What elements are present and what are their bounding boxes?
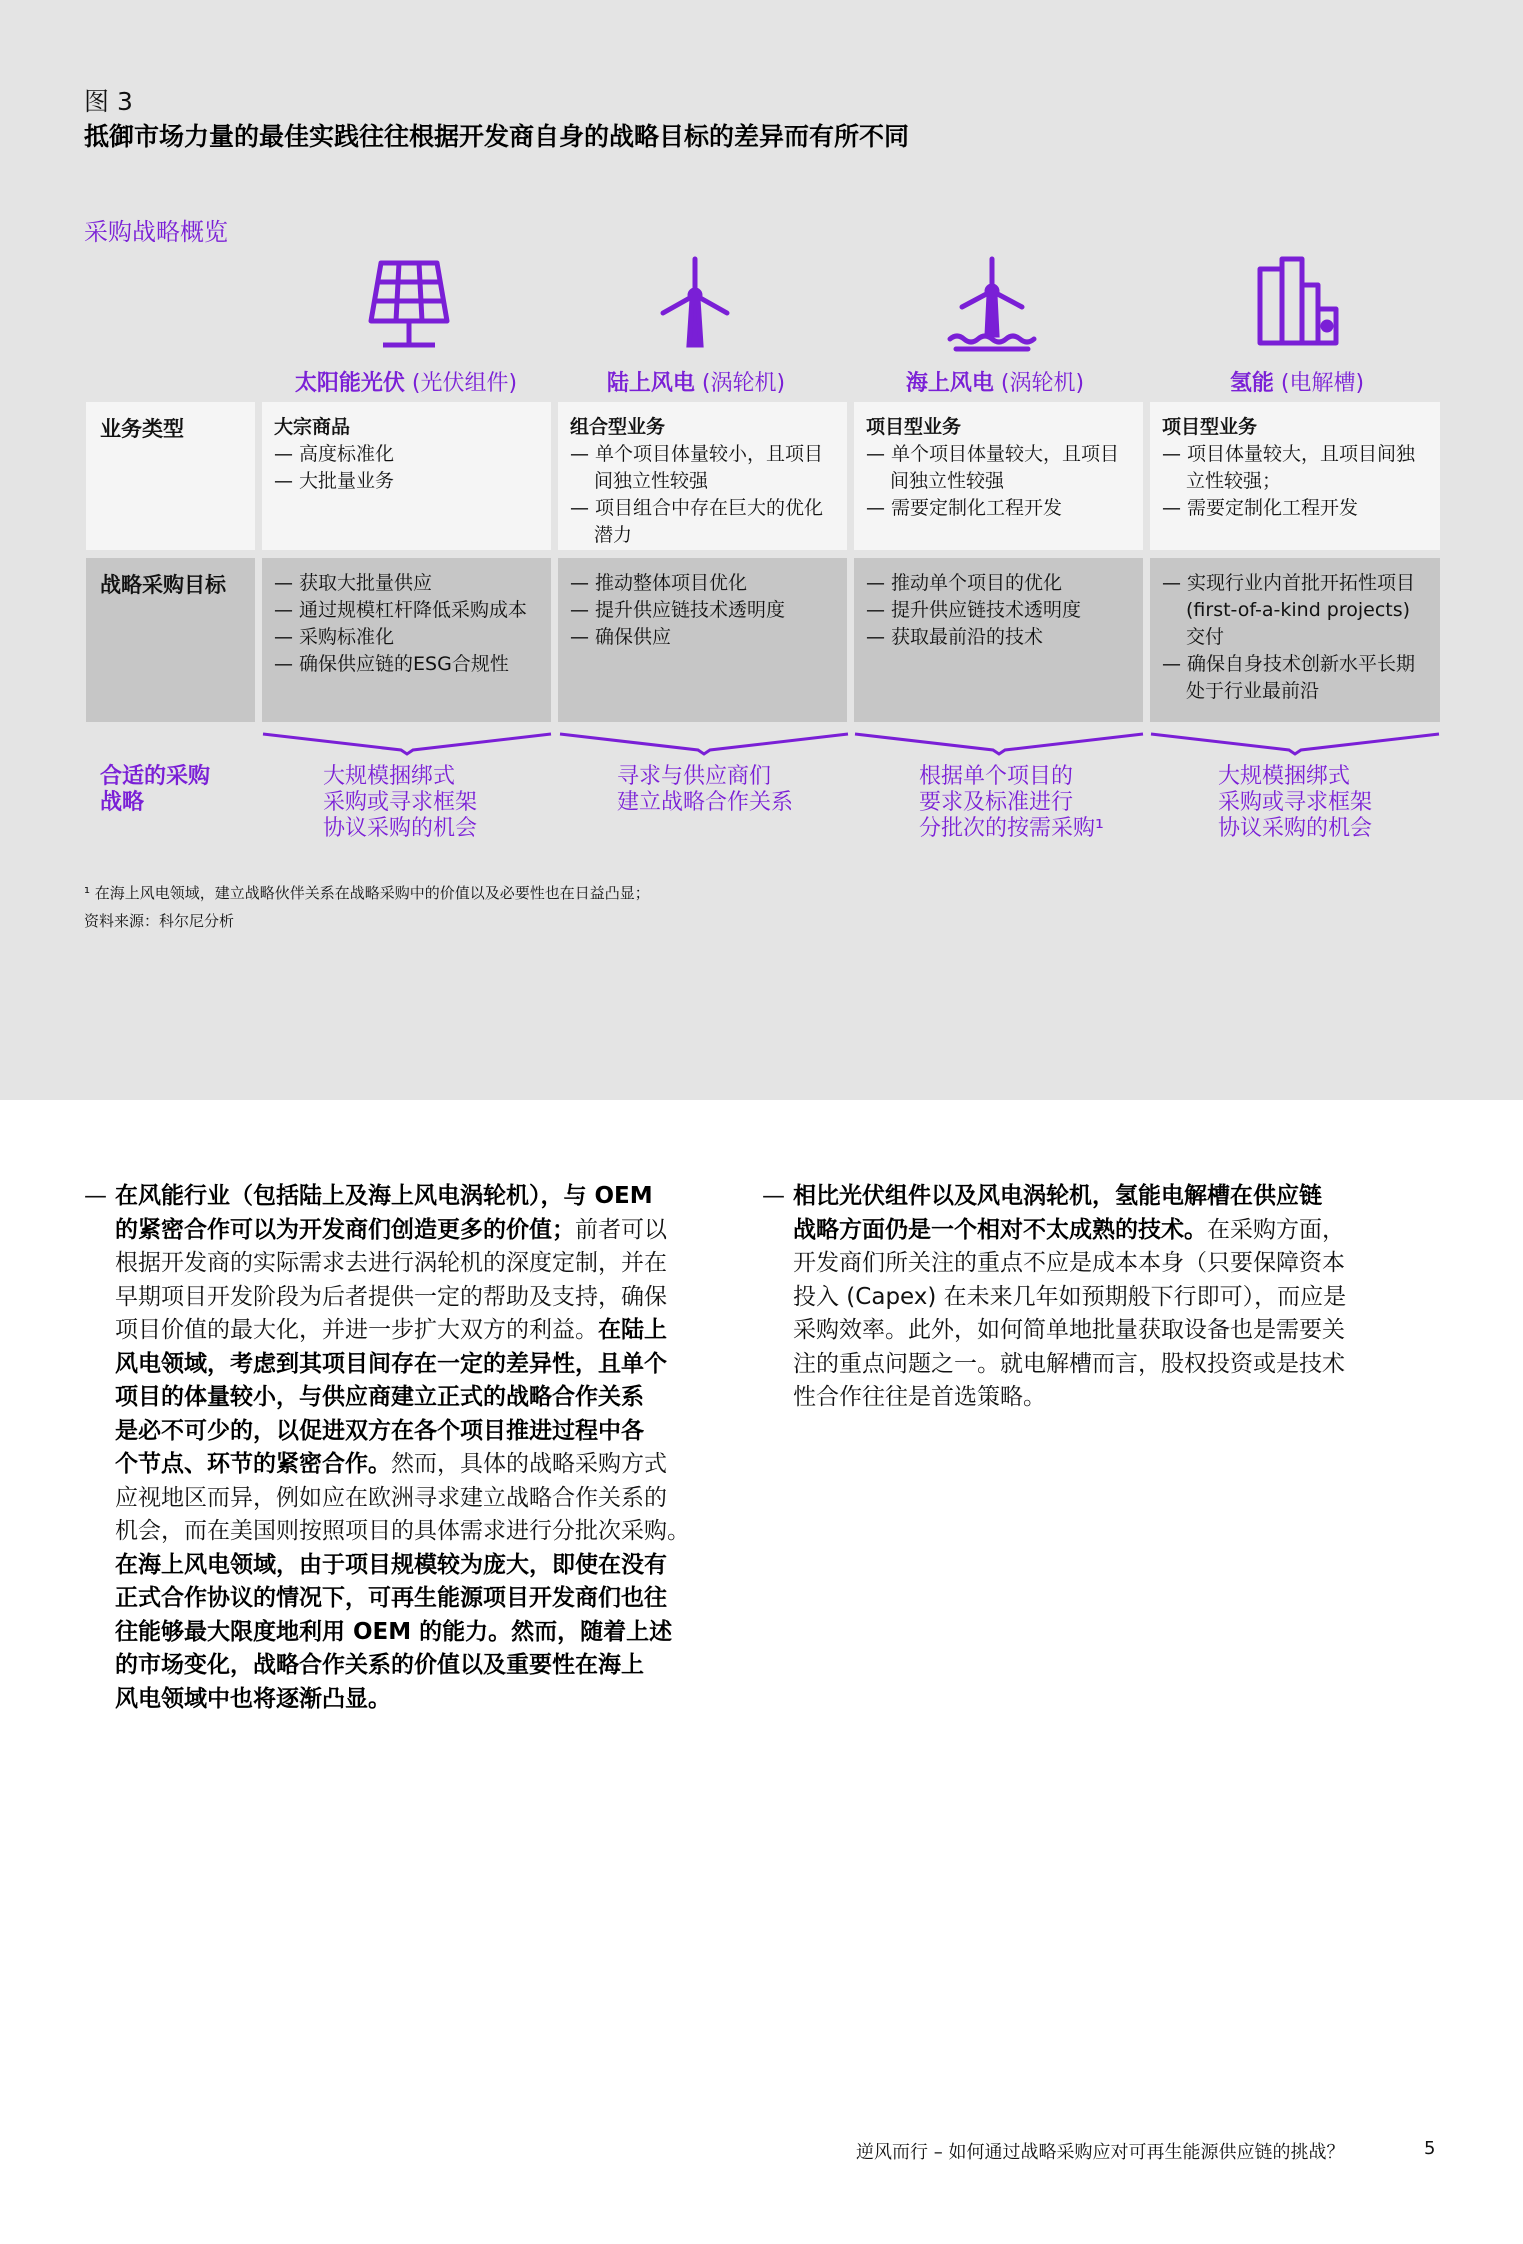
body-text: 机会，而在美国则按照项目的具体需求进行分批次采购。	[115, 1518, 690, 1544]
strategy-cell: 根据单个项目的 要求及标准进行 分批次的按需采购¹	[919, 764, 1104, 841]
body-text: 根据开发商的实际需求去进行涡轮机的深度定制，并在	[115, 1250, 667, 1276]
body-text: 应视地区而异，例如应在欧洲寻求建立战略合作关系的	[115, 1484, 667, 1511]
body-text: 注的重点问题之一。就电解槽而言，股权投资或是技术	[793, 1350, 1345, 1377]
business-type-cell: 大宗商品 — 高度标准化 — 大批量业务	[262, 402, 551, 550]
body-line	[115, 1515, 690, 1549]
body-line	[115, 1348, 690, 1382]
column-header-onshore-wind: 陆上风电 (涡轮机)	[606, 371, 786, 396]
column-header-offshore-wind: 海上风电 (涡轮机)	[905, 371, 1085, 396]
strategy-cell: 大规模捆绑式 采购或寻求框架 协议采购的机会	[323, 764, 478, 841]
body-text: 性合作往往是首选策略。	[793, 1384, 1046, 1410]
bold-text: 是必不可少的，以促进双方在各个项目推进过程中各	[115, 1417, 644, 1444]
page-number: 5	[1424, 2138, 1436, 2159]
body-line	[115, 1649, 690, 1683]
bold-text: 在风能行业（包括陆上及海上风电涡轮机），与 OEM	[115, 1183, 653, 1209]
dash-bullet: —	[84, 1183, 107, 1209]
bold-text: 相比光伏组件以及风电涡轮机，氢能电解槽在供应链	[793, 1183, 1322, 1209]
source-note: 资料来源：科尔尼分析	[84, 912, 235, 930]
body-text: 早期项目开发阶段为后者提供一定的帮助及支持，确保	[115, 1283, 667, 1310]
brace-connector	[556, 730, 852, 756]
bold-text: 在海上风电领域，由于项目规模较为庞大，即使在没有	[115, 1551, 667, 1578]
procurement-goals-cell: — 推动整体项目优化 — 提升供应链技术透明度 — 确保供应	[558, 558, 847, 722]
business-type-cell: 项目型业务 — 单个项目体量较大，且项目间独立性较强 — 需要定制化工程开发	[854, 402, 1143, 550]
body-line	[793, 1314, 1346, 1348]
footnote: ¹ 在海上风电领域，建立战略伙伴关系在战略采购中的价值以及必要性也在日益凸显；	[84, 884, 650, 902]
brace-connector	[851, 730, 1147, 756]
body-line	[115, 1616, 690, 1650]
column-header-solar: 太阳能光伏 (光伏组件)	[294, 371, 518, 396]
body-text: 然而，具体的战略采购方式	[391, 1451, 667, 1477]
body-line	[115, 1549, 690, 1583]
procurement-goals-cell: — 实现行业内首批开拓性项目(first-of-a-kind projects)交付 — 确保自身技术创新水平长期处于行业最前沿	[1150, 558, 1440, 722]
body-text: 开发商们所关注的重点不应是成本本身（只要保障资本	[793, 1250, 1345, 1276]
body-line	[115, 1683, 690, 1717]
body-line	[115, 1582, 690, 1616]
row-header-business-type: 业务类型	[86, 402, 255, 550]
offshore-wind-turbine-icon	[942, 255, 1042, 355]
bold-text: 正式合作协议的情况下，可再生能源项目开发商们也往	[115, 1585, 667, 1611]
bold-text: 的市场变化，战略合作关系的价值以及重要性在海上	[115, 1652, 644, 1678]
strategy-cell: 大规模捆绑式 采购或寻求框架 协议采购的机会	[1218, 764, 1373, 841]
bold-text: 风电领域，考虑到其项目间存在一定的差异性，且单个	[115, 1350, 667, 1377]
body-line	[115, 1381, 690, 1415]
bold-text: 战略方面仍是一个相对不太成熟的技术。	[793, 1216, 1207, 1243]
strategy-cell: 寻求与供应商们 建立战略合作关系	[617, 764, 794, 815]
bold-text: 风电领域中也将逐渐凸显。	[115, 1685, 391, 1712]
footer-title: 逆风而行 – 如何通过战略采购应对可再生能源供应链的挑战？	[856, 2142, 1345, 2163]
body-text: 前者可以	[575, 1216, 667, 1243]
body-line	[793, 1247, 1346, 1281]
business-type-cell: 项目型业务 — 项目体量较大，且项目间独立性较强； — 需要定制化工程开发	[1150, 402, 1440, 550]
figure-title: 抵御市场力量的最佳实践往往根据开发商自身的战略目标的差异而有所不同	[84, 122, 910, 151]
body-text: 项目价值的最大化，并进一步扩大双方的利益。	[115, 1317, 598, 1343]
body-line	[793, 1381, 1346, 1415]
body-text: 采购效率。此外，如何简单地批量获取设备也是需要关	[793, 1317, 1345, 1343]
body-line	[115, 1247, 690, 1281]
procurement-goals-cell: — 推动单个项目的优化 — 提升供应链技术透明度 — 获取最前沿的技术	[854, 558, 1143, 722]
business-type-cell: 组合型业务 — 单个项目体量较小，且项目间独立性较强 — 项目组合中存在巨大的优化潜力	[558, 402, 847, 550]
body-line	[115, 1482, 690, 1516]
body-line	[115, 1314, 690, 1348]
bold-text: 的紧密合作可以为开发商们创造更多的价值；	[115, 1216, 575, 1243]
figure-panel	[0, 0, 1523, 1100]
body-line	[115, 1180, 690, 1214]
row-header-procurement-goals: 战略采购目标	[86, 558, 255, 722]
column-header-hydrogen: 氢能 (电解槽)	[1229, 371, 1365, 396]
body-paragraph-left	[115, 1180, 690, 1716]
solar-panel-icon	[359, 255, 459, 355]
bold-text: 个节点、环节的紧密合作。	[115, 1451, 391, 1477]
body-line	[793, 1281, 1346, 1315]
row-header-strategy: 合适的采购 战略	[100, 764, 211, 815]
hydrogen-plant-icon	[1246, 255, 1346, 355]
body-line	[115, 1214, 690, 1248]
body-line	[115, 1281, 690, 1315]
bold-text: 在陆上	[598, 1317, 667, 1343]
body-line	[115, 1415, 690, 1449]
wind-turbine-icon	[645, 255, 745, 355]
overview-label: 采购战略概览	[84, 218, 228, 246]
body-line	[115, 1448, 690, 1482]
body-line	[793, 1214, 1346, 1248]
brace-connector	[1147, 730, 1443, 756]
body-text: 投入 (Capex) 在未来几年如预期般下行即可），而应是	[793, 1283, 1347, 1310]
procurement-goals-cell: — 获取大批量供应 — 通过规模杠杆降低采购成本 — 采购标准化 — 确保供应链的ESG合规性	[262, 558, 551, 722]
body-line	[793, 1348, 1346, 1382]
figure-number: 图 3	[84, 87, 133, 116]
brace-connector	[259, 730, 555, 756]
bold-text: 项目的体量较小，与供应商建立正式的战略合作关系	[115, 1384, 644, 1410]
body-line	[793, 1180, 1346, 1214]
body-text: 在采购方面，	[1207, 1216, 1345, 1243]
bold-text: 往能够最大限度地利用 OEM 的能力。然而，随着上述	[115, 1618, 673, 1645]
dash-bullet: —	[762, 1183, 785, 1209]
body-paragraph-right	[793, 1180, 1346, 1415]
